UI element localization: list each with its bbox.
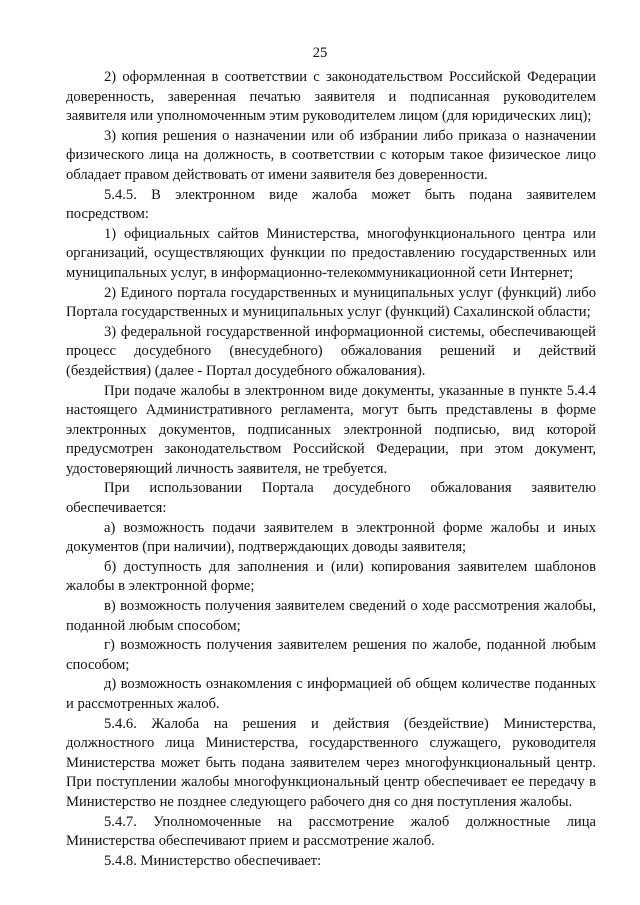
paragraph: 3) копия решения о назначении или об избрании либо приказа о назначении физического лица на должность, в соответствии с которым такое физическое лицо обладает правом действовать от имени заявителя без доверенности. — [66, 127, 596, 183]
paragraph: При использовании Портала досудебного обжалования заявителю обеспечивается: — [66, 480, 596, 517]
document-body — [66, 68, 596, 871]
paragraph: а) возможность подачи заявителем в электронной форме жалобы и иных документов (при наличии), подтверждающих доводы заявителя; — [66, 519, 596, 556]
paragraph: б) доступность для заполнения и (или) копирования заявителем шаблонов жалобы в электронной форме; — [66, 558, 596, 595]
paragraph: При подаче жалобы в электронном виде документы, указанные в пункте 5.4.4 настоящего Административного регламента, могут быть представлены в форме электронных документов, подписанных электронной подписью, вид которой предусмотрен законодательством Российской Федерации, при этом документ, удостоверяющий личность заявителя, не требуется. — [66, 382, 596, 477]
paragraph: 5.4.8. Министерство обеспечивает: — [104, 852, 322, 869]
paragraph: 5.4.5. В электронном виде жалоба может быть подана заявителем посредством: — [66, 186, 596, 223]
paragraph: 2) Единого портала государственных и муниципальных услуг (функций) либо Портала государственных и муниципальных услуг (функций) Сахалинской области; — [66, 284, 596, 321]
paragraph: 5.4.7. Уполномоченные на рассмотрение жалоб должностные лица Министерства обеспечивают прием и рассмотрение жалоб. — [66, 813, 596, 850]
paragraph: 2) оформленная в соответствии с законодательством Российской Федерации доверенность, заверенная печатью заявителя и подписанная руководителем заявителя или уполномоченным этим руководителем лицом (для юридических лиц); — [66, 69, 596, 125]
paragraph: г) возможность получения заявителем решения по жалобе, поданной любым способом; — [66, 637, 596, 673]
paragraph: 5.4.6. Жалоба на решения и действия (бездействие) Министерства, должностного лица Министерства, государственного служащего, руководителя Министерства может быть подана заявителем через многофункциональный центр. При поступлении жалобы многофункциональный центр обеспечивает ее передачу в Министерство не позднее следующего рабочего дня со дня поступления жалобы. — [66, 715, 596, 810]
page-number: 25 — [312, 45, 328, 61]
paragraph: 1) официальных сайтов Министерства, многофункционального центра или организаций, осуществляющих функции по предоставлению государственных или муниципальных услуг, в информационно-телекоммуникационной сети Интернет; — [66, 225, 596, 281]
paragraph: д) возможность ознакомления с информацией об общем количестве поданных и рассмотренных жалоб. — [66, 676, 596, 712]
paragraph: 3) федеральной государственной информационной системы, обеспечивающей процесс досудебного (внесудебного) обжалования решений и действий (бездействия) (далее - Портал досудебного обжалования). — [66, 323, 596, 379]
paragraph: в) возможность получения заявителем сведений о ходе рассмотрения жалобы, поданной любым способом; — [66, 598, 596, 634]
